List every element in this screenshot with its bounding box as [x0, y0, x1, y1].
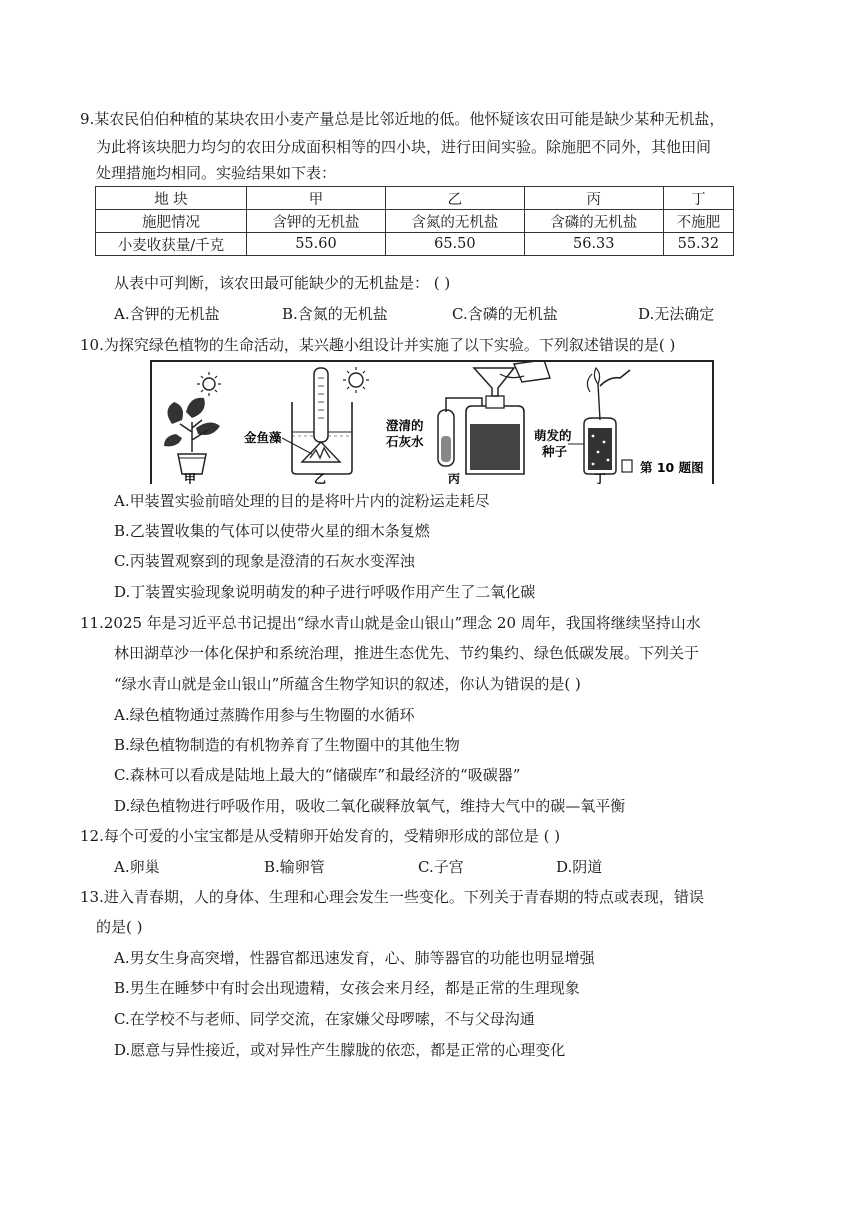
q13-option-c: C.在学校不与老师、同学交流，在家嫌父母啰嗦，不与父母沟通: [114, 1010, 535, 1028]
q11-option-d: D.绿色植物进行呼吸作用，吸收二氧化碳释放氧气，维持大气中的碳—氧平衡: [114, 797, 626, 815]
caption-jia: 甲: [184, 472, 197, 484]
experiment-illustration: [152, 362, 712, 484]
q13-option-a: A.男女生身高突增，性器官都迅速发育，心、肺等器官的功能也明显增强: [114, 949, 595, 967]
table-row: [96, 210, 734, 233]
table-cell: 丁: [663, 187, 733, 210]
q13-stem-line1: 13.进入青春期，人的身体、生理和心理会发生一些变化。下列关于青春期的特点或表现，错误: [80, 888, 704, 906]
potted-plant-icon: [164, 372, 221, 474]
q10-option-d: D.丁装置实验现象说明萌发的种子进行呼吸作用产生了二氧化碳: [114, 583, 536, 601]
q9-option-c: C.含磷的无机盐: [452, 305, 558, 323]
q11-stem-line3: “绿水青山就是金山银山”所蕴含生物学知识的叙述，你认为错误的是( ): [114, 675, 581, 693]
table-cell: 地 块: [96, 187, 247, 210]
q11-stem-line1: 11.2025 年是习近平总书记提出“绿水青山就是金山银山”理念 20 周年，我国将继续坚持山水: [80, 614, 701, 632]
figure-title: 第 10 题图: [640, 460, 704, 475]
q13-stem-line2: 的是( ): [96, 918, 143, 936]
limewater-apparatus-icon: [438, 362, 550, 474]
q10-option-c: C.丙装置观察到的现象是澄清的石灰水变浑浊: [114, 552, 415, 570]
q11-stem-line2: 林田湖草沙一体化保护和系统治理，推进生态优先、节约集约、绿色低碳发展。下列关于: [114, 644, 700, 662]
table-cell: 含钾的无机盐: [247, 210, 386, 233]
q9-stem-line2: 为此将该块肥力均匀的农田分成面积相等的四小块，进行田间实验。除施肥不同外，其他田间: [96, 138, 712, 156]
table-cell: 不施肥: [663, 210, 733, 233]
q9-option-a: A.含钾的无机盐: [114, 305, 220, 323]
label-limewater-2: 石灰水: [386, 434, 424, 449]
label-goldfish-weed: 金鱼藻: [244, 430, 282, 445]
q9-results-table: [95, 186, 734, 256]
label-seeds-2: 种子: [542, 444, 568, 459]
caption-ding: 丁: [594, 472, 607, 484]
q9-stem-line3: 处理措施均相同。实验结果如下表：: [96, 164, 337, 182]
table-cell: 丙: [524, 187, 663, 210]
seed-jar-icon: [584, 368, 632, 474]
q9-option-b: B.含氮的无机盐: [282, 305, 388, 323]
table-cell: 65.50: [385, 233, 524, 256]
label-limewater-1: 澄清的: [386, 418, 424, 433]
q11-option-c: C.森林可以看成是陆地上最大的“储碳库”和最经济的“吸碳器”: [114, 766, 521, 784]
table-cell: 施肥情况: [96, 210, 247, 233]
q12-option-b: B.输卵管: [264, 858, 325, 876]
q13-option-b: B.男生在睡梦中有时会出现遗精，女孩会来月经，都是正常的生理现象: [114, 979, 580, 997]
beaker-icon: [292, 367, 369, 474]
q11-option-b: B.绿色植物制造的有机物养育了生物圈中的其他生物: [114, 736, 460, 754]
q10-option-a: A.甲装置实验前暗处理的目的是将叶片内的淀粉运走耗尽: [114, 492, 490, 510]
q12-option-c: C.子宫: [418, 858, 464, 876]
q10-option-b: B.乙装置收集的气体可以使带火星的细木条复燃: [114, 522, 430, 540]
q10-stem: 10.为探究绿色植物的生命活动，某兴趣小组设计并实施了以下实验。下列叙述错误的是( ): [80, 336, 676, 354]
q12-option-d: D.阴道: [556, 858, 603, 876]
q12-option-a: A.卵巢: [114, 858, 160, 876]
q9-option-d: D.无法确定: [638, 305, 715, 323]
q10-experiment-figure: [150, 360, 714, 484]
label-seeds-1: 萌发的: [534, 428, 572, 443]
q11-option-a: A.绿色植物通过蒸腾作用参与生物圈的水循环: [114, 706, 415, 724]
table-cell: 含磷的无机盐: [524, 210, 663, 233]
table-cell: 甲: [247, 187, 386, 210]
table-cell: 乙: [385, 187, 524, 210]
q9-stem-line1: 9.某农民伯伯种植的某块农田小麦产量总是比邻近地的低。他怀疑该农田可能是缺少某种无机盐，: [80, 110, 725, 128]
table-cell: 55.60: [247, 233, 386, 256]
table-row: [96, 233, 734, 256]
table-cell: 含氮的无机盐: [385, 210, 524, 233]
caption-yi: 乙: [314, 472, 327, 484]
table-cell: 小麦收获量/千克: [96, 233, 247, 256]
q9-question: 从表中可判断，该农田最可能缺少的无机盐是： ( ): [114, 274, 451, 292]
q13-option-d: D.愿意与异性接近，或对异性产生朦胧的依恋，都是正常的心理变化: [114, 1041, 566, 1059]
table-cell: 56.33: [524, 233, 663, 256]
caption-bing: 丙: [448, 472, 461, 484]
q12-stem: 12.每个可爱的小宝宝都是从受精卵开始发育的，受精卵形成的部位是 ( ): [80, 827, 561, 845]
table-row: [96, 187, 734, 210]
table-cell: 55.32: [663, 233, 733, 256]
